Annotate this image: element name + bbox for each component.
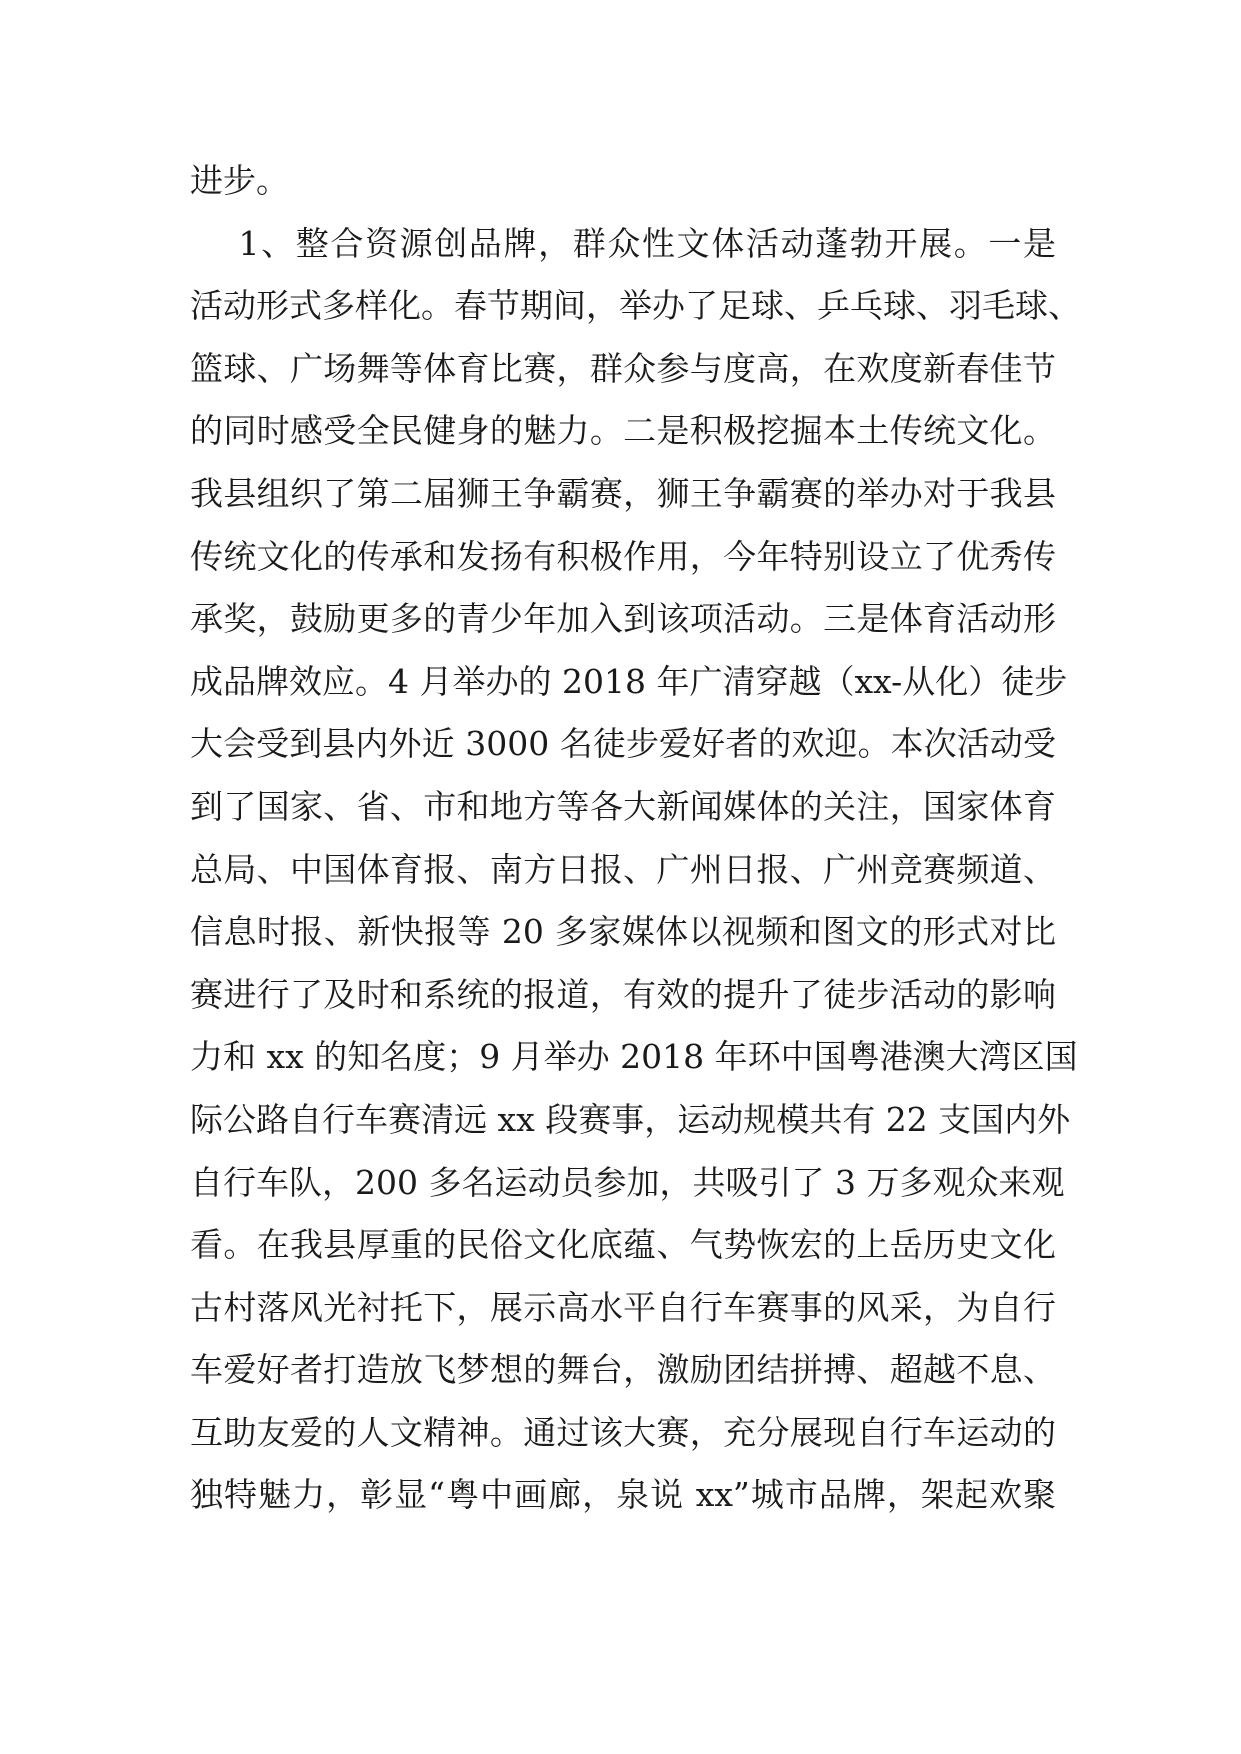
text-line: 力和 xx 的知名度；9 月举办 2018 年环中国粤港澳大湾区国 [190,1037,1078,1077]
text-line: 活动形式多样化。春节期间，举办了足球、乒乓球、羽毛球、 [190,286,1081,326]
text-line: 我县组织了第二届狮王争霸赛，狮王争霸赛的举办对于我县 [190,473,1056,513]
text-line: 1、整合资源创品牌，群众性文体活动蓬勃开展。一是 [190,223,1056,263]
text-line: 古村落风光衬托下，展示高水平自行车赛事的风采，为自行 [190,1287,1056,1327]
text-line: 承奖，鼓励更多的青少年加入到该项活动。三是体育活动形 [190,599,1056,639]
text-line: 信息时报、新快报等 20 多家媒体以视频和图文的形式对比 [190,912,1056,952]
text-line: 自行车队，200 多名运动员参加，共吸引了 3 万多观众来观 [190,1162,1065,1202]
text-line: 大会受到县内外近 3000 名徒步爱好者的欢迎。本次活动受 [190,724,1056,764]
text-line: 成品牌效应。4 月举办的 2018 年广清穿越（xx-从化）徒步 [190,661,1068,701]
text-line: 篮球、广场舞等体育比赛，群众参与度高，在欢度新春佳节 [190,348,1056,388]
body-text [190,150,1081,1527]
text-line: 进步。 [190,161,289,200]
text-line: 际公路自行车赛清远 xx 段赛事，运动规模共有 22 支国内外 [190,1099,1071,1139]
text-line: 传统文化的传承和发扬有积极作用，今年特别设立了优秀传 [190,536,1056,576]
text-line: 到了国家、省、市和地方等各大新闻媒体的关注，国家体育 [190,786,1056,826]
text-line: 赛进行了及时和系统的报道，有效的提升了徒步活动的影响 [190,974,1056,1014]
text-line: 车爱好者打造放飞梦想的舞台，激励团结拼搏、超越不息、 [190,1350,1056,1390]
text-line: 看。在我县厚重的民俗文化底蕴、气势恢宏的上岳历史文化 [190,1225,1056,1265]
text-line: 总局、中国体育报、南方日报、广州日报、广州竞赛频道、 [190,849,1056,889]
text-line: 互助友爱的人文精神。通过该大赛，充分展现自行车运动的 [190,1412,1056,1452]
text-line: 的同时感受全民健身的魅力。二是积极挖掘本土传统文化。 [190,411,1056,451]
text-line: 独特魅力，彰显“粤中画廊，泉说 xx”城市品牌，架起欢聚 [190,1475,1056,1515]
